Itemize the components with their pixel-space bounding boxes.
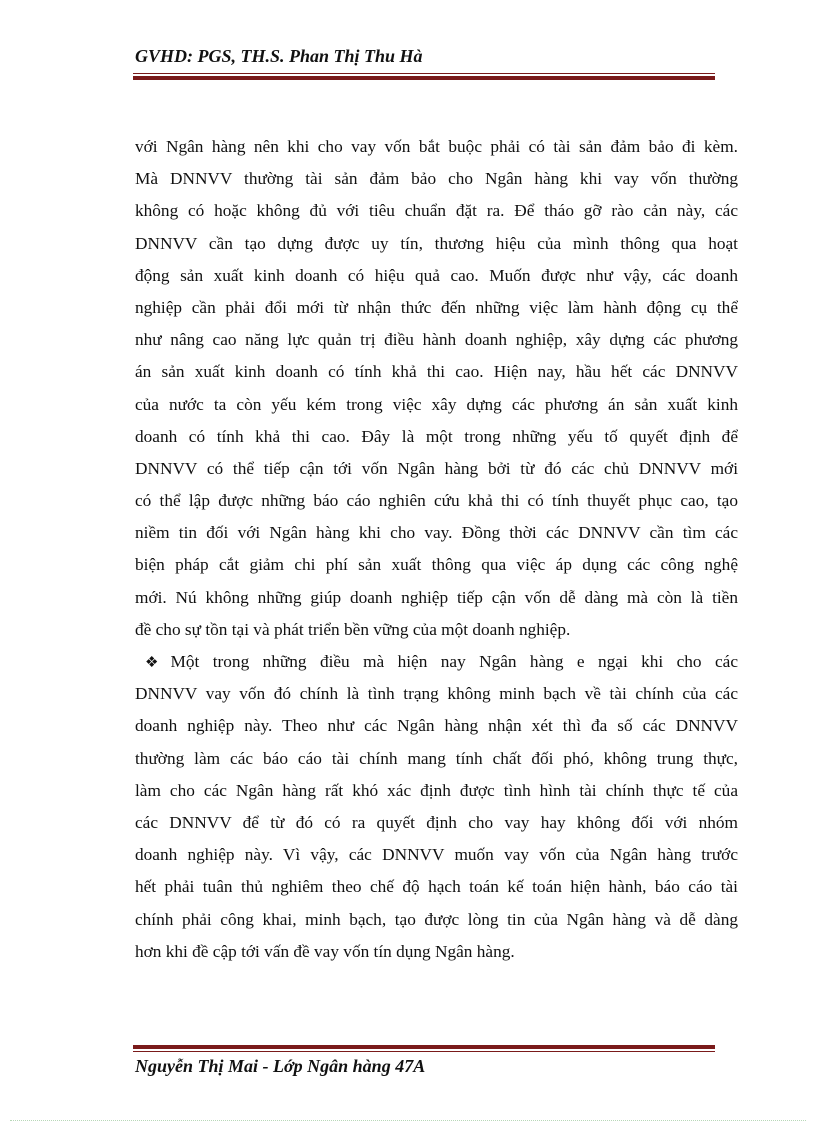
text-line — [135, 228, 738, 260]
line-text: không có hoặc không đủ với tiêu chuẩn đặt ra. Để tháo gỡ rào cản này, các — [135, 201, 738, 221]
paragraph-2 — [135, 646, 738, 968]
text-line — [135, 775, 738, 807]
line-text: chính phải công khai, minh bạch, tạo được lòng tin của Ngân hàng và dễ dàng — [135, 909, 738, 929]
text-line — [135, 421, 738, 453]
line-text: án sản xuất kinh doanh có tính khả thi cao. Hiện nay, hầu hết các DNNVV — [135, 362, 738, 382]
line-text: doanh có tính khả thi cao. Đây là một trong những yếu tố quyết định để — [135, 426, 738, 446]
line-text: như nâng cao năng lực quản trị điều hành doanh nghiệp, xây dựng các phương — [135, 330, 738, 350]
text-line — [135, 389, 738, 421]
line-text: của nước ta còn yếu kém trong việc xây dựng các phương án sản xuất kinh — [135, 394, 738, 414]
line-text: làm cho các Ngân hàng rất khó xác định được tình hình tài chính thực tế của — [135, 780, 738, 800]
line-text: DNNVV có thể tiếp cận tới vốn Ngân hàng bởi từ đó các chủ DNNVV mới — [135, 458, 738, 478]
line-text: doanh nghiệp này. Vì vậy, các DNNVV muốn vay vốn của Ngân hàng trước — [135, 845, 738, 865]
line-text: DNNVV vay vốn đó chính là tình trạng không minh bạch về tài chính của các — [135, 684, 738, 704]
line-text: đề cho sự tồn tại và phát triển bền vững của một doanh nghiệp. — [135, 619, 571, 639]
line-text: hết phải tuân thủ nghiêm theo chế độ hạch toán kế toán hiện hành, báo cáo tài — [135, 877, 738, 897]
paragraph-1 — [135, 131, 738, 646]
text-line — [135, 195, 738, 227]
line-text: mới. Nú không những giúp doanh nghiệp tiếp cận vốn dễ dàng mà còn là tiền — [135, 587, 738, 607]
line-text: niềm tin đối với Ngân hàng khi cho vay. Đồng thời các DNNVV cần tìm các — [135, 523, 738, 543]
text-line — [135, 936, 738, 968]
line-text: hơn khi đề cập tới vấn đề vay vốn tín dụng Ngân hàng. — [135, 941, 515, 961]
text-line — [135, 517, 738, 549]
text-line — [135, 871, 738, 903]
text-line — [135, 163, 738, 195]
line-text: nghiệp cần phải đổi mới từ nhận thức đến những việc làm hành động cụ thể — [135, 297, 738, 317]
text-line — [135, 582, 738, 614]
footer-rule — [133, 1045, 715, 1052]
document-body — [135, 131, 738, 968]
text-line — [135, 549, 738, 581]
text-line — [135, 292, 738, 324]
text-line — [135, 678, 738, 710]
page-boundary — [10, 1120, 806, 1121]
line-text: doanh nghiệp này. Theo như các Ngân hàng nhận xét thì đa số các DNNVV — [135, 716, 738, 736]
text-line — [135, 839, 738, 871]
text-line — [135, 743, 738, 775]
page-header: GVHD: PGS, TH.S. Phan Thị Thu Hà — [135, 46, 423, 66]
line-text: có thể lập được những báo cáo nghiên cứu khả thi có tính thuyết phục cao, tạo — [135, 491, 738, 511]
text-line — [135, 453, 738, 485]
line-text: thường làm các báo cáo tài chính mang tính chất đối phó, không trung thực, — [135, 748, 738, 768]
text-line — [135, 904, 738, 936]
text-line — [135, 710, 738, 742]
line-text: Một trong những điều mà hiện nay Ngân hàng e ngại khi cho các — [170, 652, 738, 671]
line-text: các DNNVV để từ đó có ra quyết định cho vay hay không đối với nhóm — [135, 812, 738, 832]
header-rule — [133, 73, 715, 80]
text-line — [135, 324, 738, 356]
text-line — [135, 260, 738, 292]
text-line — [135, 807, 738, 839]
diamond-bullet-icon: ❖ — [145, 655, 168, 671]
text-line — [135, 646, 738, 678]
line-text: biện pháp cắt giảm chi phí sản xuất thông qua việc áp dụng các công nghệ — [135, 555, 738, 575]
text-line — [135, 485, 738, 517]
page-footer: Nguyễn Thị Mai - Lớp Ngân hàng 47A — [135, 1056, 426, 1076]
line-text: động sản xuất kinh doanh có hiệu quả cao. Muốn được như vậy, các doanh — [135, 265, 738, 285]
text-line — [135, 614, 738, 646]
line-text: Mà DNNVV thường tài sản đảm bảo cho Ngân hàng khi vay vốn thường — [135, 169, 738, 189]
text-line — [135, 131, 738, 163]
line-text: với Ngân hàng nên khi cho vay vốn bắt buộc phải có tài sản đảm bảo đi kèm. — [135, 137, 738, 156]
line-text: DNNVV cần tạo dựng được uy tín, thương hiệu của mình thông qua hoạt — [135, 233, 738, 253]
text-line — [135, 356, 738, 388]
